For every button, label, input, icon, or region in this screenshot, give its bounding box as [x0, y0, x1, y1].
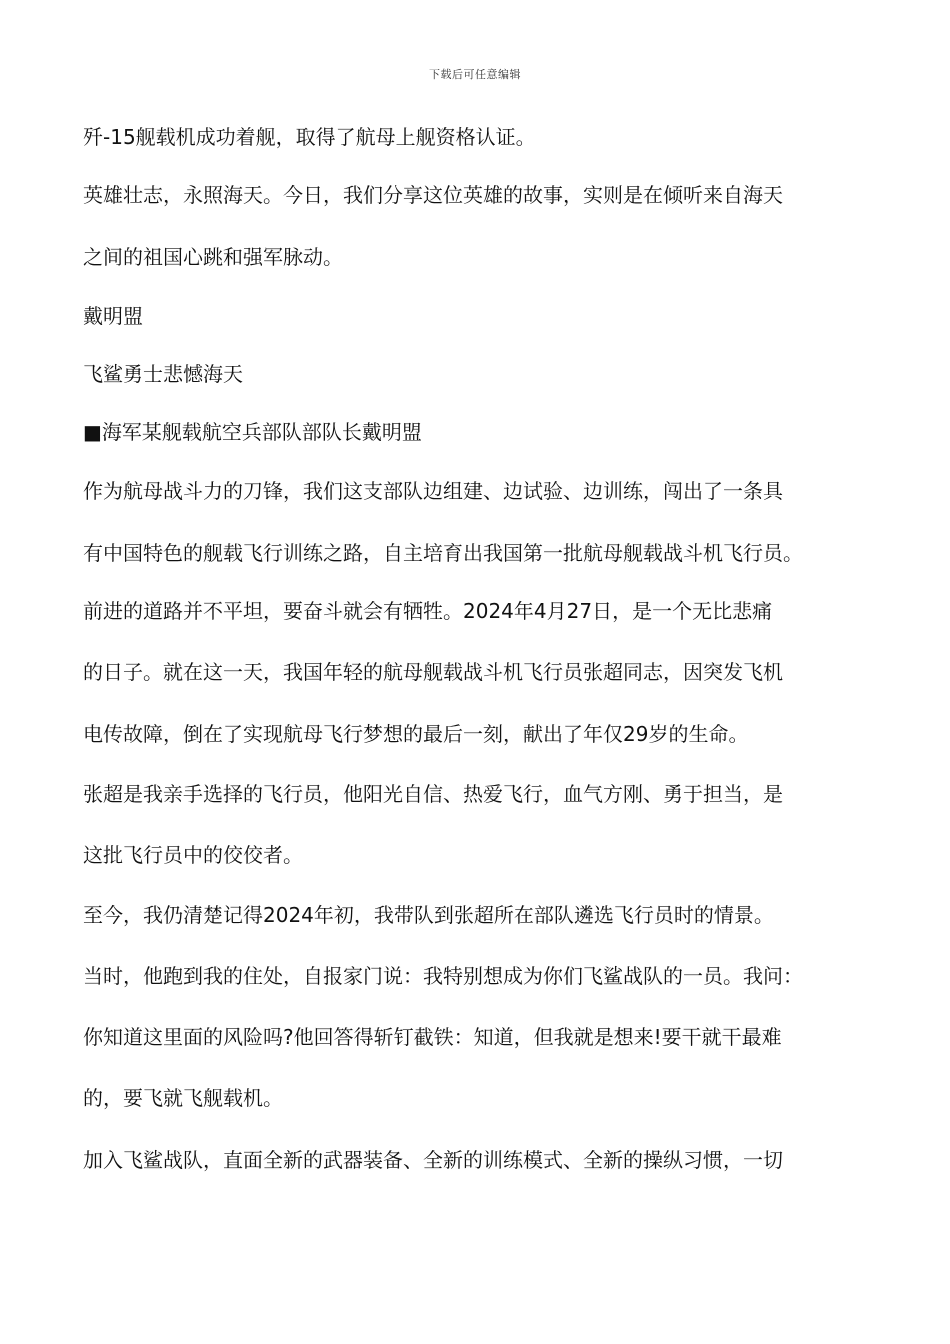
page-header-note: 下载后可任意编辑 [429, 68, 521, 81]
paragraph-line: 作为航母战斗力的刀锋，我们这支部队边组建、边试验、边训练，闯出了一条具 [83, 479, 783, 503]
paragraph-line: 英雄壮志，永照海天。今日，我们分享这位英雄的故事，实则是在倾听来自海天 [83, 183, 783, 207]
paragraph-line: 当时，他跑到我的住处，自报家门说：我特别想成为你们飞鲨战队的一员。我问： [83, 964, 803, 988]
paragraph-line: 之间的祖国心跳和强军脉动。 [83, 245, 343, 269]
paragraph-line: 的日子。就在这一天，我国年轻的航母舰载战斗机飞行员张超同志，因突发飞机 [83, 660, 783, 684]
paragraph-line: 这批飞行员中的佼佼者。 [83, 843, 303, 867]
paragraph-line: 至今，我仍清楚记得2024年初，我带队到张超所在部队遴选飞行员时的情景。 [83, 903, 774, 927]
paragraph-line: 电传故障，倒在了实现航母飞行梦想的最后一刻，献出了年仅29岁的生命。 [83, 722, 749, 746]
paragraph-line: 的，要飞就飞舰载机。 [83, 1086, 283, 1110]
author-byline: ■海军某舰载航空兵部队部队长戴明盟 [83, 420, 422, 444]
paragraph-line: 张超是我亲手选择的飞行员，他阳光自信、热爱飞行，血气方刚、勇于担当，是 [83, 782, 783, 806]
paragraph-line: 歼-15舰载机成功着舰，取得了航母上舰资格认证。 [83, 125, 536, 149]
section-title: 飞鲨勇士悲憾海天 [83, 362, 243, 386]
paragraph-line: 有中国特色的舰载飞行训练之路，自主培育出我国第一批航母舰载战斗机飞行员。 [83, 541, 803, 565]
author-name: 戴明盟 [83, 304, 143, 328]
paragraph-line: 你知道这里面的风险吗?他回答得斩钉截铁：知道，但我就是想来!要干就干最难 [83, 1025, 782, 1049]
paragraph-line: 前进的道路并不平坦，要奋斗就会有牺牲。2024年4月27日，是一个无比悲痛 [83, 599, 773, 623]
paragraph-line: 加入飞鲨战队，直面全新的武器装备、全新的训练模式、全新的操纵习惯，一切 [83, 1148, 783, 1172]
